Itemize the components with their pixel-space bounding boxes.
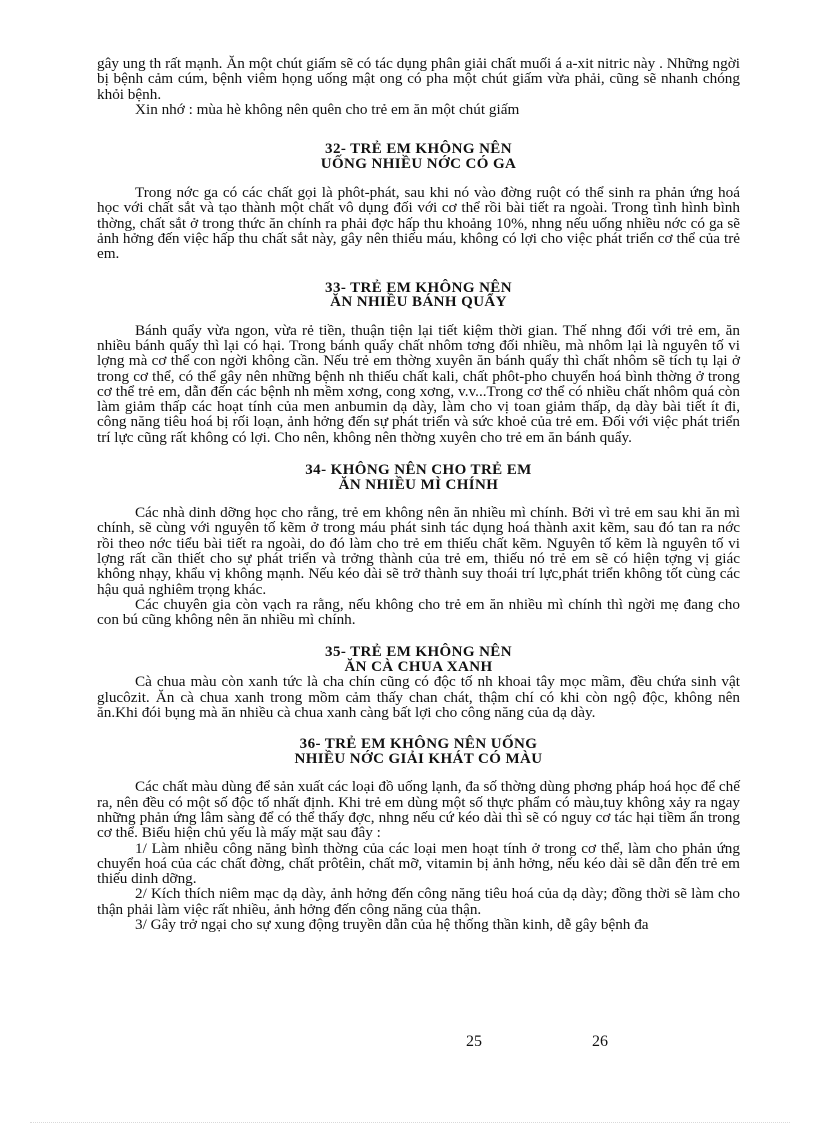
section-title: 35- TRẺ EM KHÔNG NÊN xyxy=(325,644,512,661)
section-title: ĂN NHIỀU MÌ CHÍNH xyxy=(338,476,499,493)
section-title: UỐNG NHIỀU NỚC CÓ GA xyxy=(320,155,517,172)
list-item: 1/ Làm nhiễu công năng bình thờng của các loại men hoạt tính ở trong cơ thể, làm cho phản ứng chuyển hoá của các chất đờng, chất prôtêin, chất mỡ, vitamin bị ảnh hởng, nếu kéo dài sẽ dẫn đến trẻ em thiếu dinh dỡng. xyxy=(97,839,740,888)
paragraph: Bánh quẩy vừa ngon, vừa rẻ tiền, thuận tiện lại tiết kiệm thời gian. Thế nhng đối với trẻ em, ăn nhiều bánh quẩy thì lại có hại. Trong bánh quẩy chất nhôm tơng đối nhiều, mà nhôm lại là nguyên tố vi lợng mà cơ thể con ngời không cần. Nếu trẻ em thờng xuyên ăn bánh quẩy thì chất nhôm sẽ tích tụ lại ở trong cơ thể, có thể gây nên những bệnh nh thiếu chất kali, chất phôt-pho chuyển hoá bình thờng ở trong cơ thể trẻ em, dẫn đến các bệnh nh mềm xơng, cong xơng, v.v...Trong cơ thể có nhiều chất nhôm quá còn làm giảm thấp các hoạt tính của men anbumin dạ dày, làm cho vị toan giảm thấp, dạ dày bài tiết ít đi, công năng tiêu hoá bị rối loạn, ảnh hởng đến sự phát triển và sức khoẻ của trẻ em. Đối với việc phát triển trí lực cũng rất không có lợi. Cho nên, không nên thờng xuyên cho trẻ em ăn bánh quẩy. xyxy=(97,321,740,446)
section-title: 32- TRẺ EM KHÔNG NÊN xyxy=(325,141,512,158)
section-title: ĂN NHIỀU BÁNH QUẨY xyxy=(330,294,507,311)
paragraph: Các nhà dinh dỡng học cho rằng, trẻ em không nên ăn nhiều mì chính. Bởi vì trẻ em sau khi ăn mì chính, sẽ cùng với nguyên tố kẽm ở trong máu phát sinh tác dụng hoá thành axit kẽm, sau đó tan ra nớc rồi theo nớc tiểu bài tiết ra ngoài, do đó làm cho trẻ em thiếu chất kẽm. Nguyên tố kẽm là nguyên tố vi lợng rất cần thiết cho sự phát triển và trởng thành của trẻ em, thiếu nó trẻ em sẽ có hiện tợng vị giác không nhạy, khẩu vị không mạnh. Nếu kéo dài sẽ trở thành suy thoái trí lực,phát triển không tốt cùng các hậu quả nghiêm trọng khác. xyxy=(97,504,740,598)
page-numbers xyxy=(0,1033,816,1053)
section-title: ĂN CÀ CHUA XANH xyxy=(344,658,493,675)
paragraph: Các chất màu dùng để sản xuất các loại đồ uống lạnh, đa số thờng dùng phơng pháp hoá học để chế ra, nên đều có một số độc tố nhất định. Khi trẻ em dùng một số thực phẩm có màu,tuy không xảy ra ngay những phản ứng lâm sàng để có thể thấy đợc, nhng nếu cứ kéo dài thì sẽ có nguy cơ tác hại tiềm ẩn trong cơ thể. Biểu hiện chủ yếu là mấy mặt sau đây : xyxy=(97,778,740,842)
document-body xyxy=(97,56,740,932)
paragraph: Cà chua màu còn xanh tức là cha chín cũng có độc tố nh khoai tây mọc mầm, đều chứa sinh vật glucôzit. Ăn cà chua xanh trong mồm cảm thấy chan chát, thậm chí có khi còn ngộ độc, không nên ăn.Khi đói bụng mà ăn nhiều cà chua xanh càng bất lợi cho công năng của dạ dày. xyxy=(97,673,740,722)
page-number-left: 25 xyxy=(466,1033,482,1050)
paragraph: Trong nớc ga có các chất gọi là phôt-phát, sau khi nó vào đờng ruột có thể sinh ra phản ứng hoá học với chất sắt và tạo thành một chất vô dụng đối với cơ thể rồi bài tiết ra ngoài. Trong tình hình bình thờng, chất sắt ở trong thức ăn chính ra phải đợc hấp thu khoảng 10%, nhng nếu uống nhiều nớc có ga sẽ ảnh hởng đến việc hấp thu chất sắt này, gây nên thiếu máu, không có lợi cho việc phát triển cơ thể của trẻ em. xyxy=(97,184,740,263)
section-title: NHIỀU NỚC GIẢI KHÁT CÓ MÀU xyxy=(294,750,543,767)
paragraph: Các chuyên gia còn vạch ra rằng, nếu không cho trẻ em ăn nhiều mì chính thì ngời mẹ đang cho con bú cũng không nên ăn nhiều mì chính. xyxy=(97,595,740,629)
section-title: 33- TRẺ EM KHÔNG NÊN xyxy=(325,279,512,296)
section-title: 36- TRẺ EM KHÔNG NÊN UỐNG xyxy=(299,736,538,753)
page-number-right: 26 xyxy=(592,1033,608,1050)
paragraph: Xin nhớ : mùa hè không nên quên cho trẻ em ăn một chút giấm xyxy=(135,100,520,118)
section-title: 34- KHÔNG NÊN CHO TRẺ EM xyxy=(305,462,532,479)
paragraph: gây ung th rất mạnh. Ăn một chút giấm sẽ có tác dụng phân giải chất muối á a-xit nitric này . Những ngời bị bệnh cảm cúm, bệnh viêm họng uống mật ong có pha một chút giấm vừa phải, cũng sẽ nhanh chóng khỏi bệnh. xyxy=(97,55,740,103)
list-item: 2/ Kích thích niêm mạc dạ dày, ảnh hởng đến công năng tiêu hoá của dạ dày; đồng thời sẽ làm cho thận phải làm việc rất nhiều, ảnh hởng đến công năng của thận. xyxy=(97,885,740,918)
list-item: 3/ Gây trở ngại cho sự xung động truyền dẫn của hệ thống thần kinh, dễ gây bệnh đa xyxy=(135,915,649,933)
